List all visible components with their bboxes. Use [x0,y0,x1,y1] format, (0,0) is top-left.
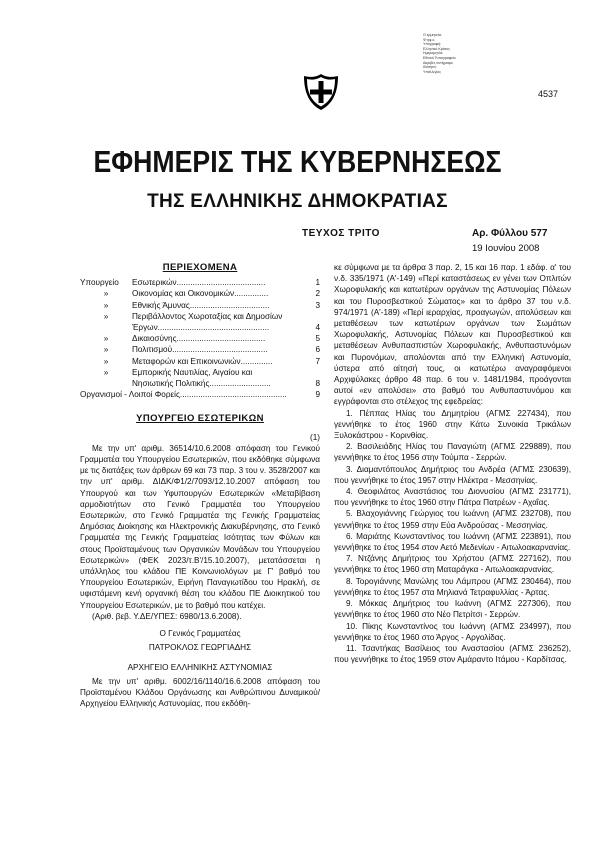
toc-text: Περιβάλλοντος Χωροταξίας και Δημοσίων [132,311,283,321]
toc-category: » [103,345,109,355]
toc-page: 8 [315,379,320,389]
list-item: 6. Μαριάτης Κωνσταντίνος του Ιωάννη (ΑΓΜΣ 223891), που γεννήθηκε το έτος 1954 στον Αετό Μεδενίων - Αιτωλοακαρνανίας. [334,531,571,553]
stamp-line: Υπογραφή: [423,42,442,47]
toc-page: 6 [315,345,320,355]
toc-text: Εμπορικής Ναυτιλίας, Αιγαίου και [132,367,253,377]
toc-category: » [103,289,109,299]
toc-row [80,389,320,400]
decision-paragraph: Με την υπ' αριθμ. 6002/16/1140/16.6.2008 απόφαση του Προϊσταμένου Κλάδου Οργάνωσης και Ανθρώπινου Δυναμικού/Αρχηγείου Ελληνικής Αστυνομίας, που εκδόθη- [80,676,320,709]
toc-category [80,322,132,333]
police-heading: ΑΡΧΗΓΕΙΟ ΕΛΛΗΝΙΚΗΣ ΑΣΤΥΝΟΜΙΑΣ [127,662,273,672]
item-number: (1) [309,432,320,442]
list-item: 5. Βλαχογιάννης Γεώργιος του Ιωάννη (ΑΓΜΣ 232708), που γεννήθηκε το έτος 1959 στην Εύα Ανδρούσας - Μεσσηνίας. [334,509,571,530]
issue-date: 19 Ιουνίου 2008 [472,243,540,254]
list-item: 8. Τορογιάννης Μανώλης του Λάμπρου (ΑΓΜΣ 230464), που γεννήθηκε το έτος 1957 στα Μηλιανά Τετραφυλλίας - Άρτας. [334,576,571,597]
toc-text: Εθνικής Άμυνας................................... [132,300,270,310]
toc-page: 3 [315,300,320,310]
toc-page: 4 [315,323,320,333]
signatory-name: ΠΑΤΡΟΚΛΟΣ ΓΕΩΡΓΙΑΔΗΣ [148,643,252,653]
gazette-title: ΕΦΗΜΕΡΙΣ ΤΗΣ ΚΥΒΕΡΝΗΣΕΩΣ [93,144,502,179]
sheet-number: Αρ. Φύλλου 577 [472,228,548,239]
list-item: 1. Πέππας Ηλίας του Δημητρίου (ΑΓΜΣ 227434), που γεννήθηκε το έτος 1960 στην Κάτω Συνοικία Τρικάλων Ξυλοκάστρου - Κορινθίας. [334,408,571,441]
page-number: 4537 [538,89,559,99]
toc-category: » [103,300,109,310]
decision-paragraph: κε σύμφωνα με τα άρθρα 3 παρ. 2, 15 και 16 παρ. 1 εδάφ. α' του ν.δ. 335/1971 (Α'-149) «Περί καταστάσεως εν γένει των Οπλιτών Χωροφυλακής και κατωτέρων οργάνων της Αστυνομίας Πόλεων και του Πυροσβεστικού Σώματος» και το άρθρο 37 του ν.δ. 974/1971 (Α'-189) «Περί ιεραρχίας, προαγωγών, απολύσεων και μεταθέσεων των κατωτέρων οργάνων των Σωμάτων Χωροφυλακής, Αστυνομίας Πόλεων και Πυροσβεστικού και μεταθέσεων Ανθυπασπιστών Χωροφυλακής, Ανθυπαστυνόμων και Πυρονόμων, απολύονται από την Ελληνική Αστυνομία, ύστερα από αίτησή τους, οι κατωτέρω αναγραφόμενοι Αρχιφύλακες άρθρο 48 παρ. 6 του ν. 1481/1984, προάγονται αυτοί «εν απολύσει» στο βαθμό του Ανθυπαστυνόμου και εγγράφονται στο στέλεχος της εφεδρείας: [334,263,571,407]
toc-row [80,378,320,389]
gazette-subtitle: ΤΗΣ ΕΛΛΗΝΙΚΗΣ ΔΗΜΟΚΡΑΤΙΑΣ [147,191,448,212]
toc-page: 1 [315,278,320,288]
stamp-line: Ψ:ηφ.ο. [423,37,436,42]
stamp-line: Εθνικό Τυπογραφείο [423,55,456,60]
issue-label: ΤΕΥΧΟΣ ΤΡΙΤΟ [302,228,380,239]
toc-category: » [103,356,109,366]
toc-row [80,322,320,333]
list-item: 3. Διαμαντόπουλος Δημήτριος του Ανδρέα (ΑΓΜΣ 230639), που γεννήθηκε το έτος 1957 στην Ηλέκτρα - Μεσσηνίας. [334,464,571,485]
greek-coat-of-arms-icon [301,72,341,112]
stamp-line: Υπάλληλος [423,69,441,74]
toc-row [80,277,320,288]
toc-row [80,344,320,355]
toc-text: Έργων................................................. [132,323,270,333]
contents-heading: ΠΕΡΙΕΧΟΜΕΝΑ [162,262,238,273]
toc-row [80,356,320,367]
toc-page: 2 [315,289,320,299]
list-item: 4. Θεοφιλάτος Αναστάσιος του Διονυσίου (ΑΓΜΣ 231771), που γεννήθηκε το έτος 1960 στην Πάτρα Πατρέων - Αχαΐας. [334,487,571,508]
list-item: 11. Τσαντήκας Βασίλειος του Αναστασίου (ΑΓΜΣ 236252), που γεννήθηκε το έτος 1959 στον Αμάραντο Ιτάμου - Καρδίτσας. [334,643,571,665]
toc-category [80,378,132,389]
signatory-title: Ο Γενικός Γραμματέας [159,629,241,639]
toc-text: ............................................... [179,390,287,400]
left-column [80,262,320,709]
stamp-line: Ελληνικό Κράτος [423,46,450,51]
stamp-line: Ακριβές αντίγραφο [423,60,453,65]
toc-page [312,311,320,322]
toc-row [80,288,320,299]
toc-page: 7 [315,356,320,366]
list-item: 7. Ντζάνης Δημήτριος του Χρήστου (ΑΓΜΣ 227162), που γεννήθηκε το έτος 1960 στη Ματαράγκα - Αιτωλοακαρνανίας. [334,554,571,575]
stamp-line: Ημερομηνία: [423,51,444,56]
stamp-line: Ιδιότητα: [423,65,437,70]
list-item: 10. Πίκης Κωνσταντίνος του Ιωάννη (ΑΓΜΣ 234997), που γεννήθηκε το έτος 1960 στο Άργος - Αργολίδας. [334,621,571,642]
toc-row [80,367,320,378]
toc-text: Νησιωτικής Πολιτικής........................... [132,379,271,389]
toc-text: Εσωτερικών....................................... [132,278,266,288]
ministry-heading: ΥΠΟΥΡΓΕΙΟ ΕΣΩΤΕΡΙΚΩΝ [136,413,264,425]
list-item: 9. Μόκκας Δημήτριος του Ιωάννη (ΑΓΜΣ 227306), που γεννήθηκε το έτος 1960 στο Νέο Πετρίτσι - Σερρών. [334,599,571,620]
right-column [334,262,571,665]
toc-text: Μεταφορών και Επικοινωνιών.............. [132,356,273,366]
toc-category: » [103,334,109,344]
toc-text: Πολιτισμού.......................................... [132,345,268,355]
toc-page: 9 [315,390,320,400]
stamp-line: Ο ερμηνεία: [423,33,442,37]
certificate-reference: (Αριθ. βεβ. Υ.ΔΕ/ΥΠΕΣ: 6980/13.6.2008). [92,611,242,621]
toc-category: Υπουργείο [80,278,119,288]
toc-text: Οικονομίας και Οικονομικών............... [132,289,269,299]
certification-stamp [423,33,483,74]
toc-page: 5 [315,334,320,344]
toc-category: » [103,311,109,321]
toc-row [80,333,320,344]
toc-category: » [103,367,109,377]
decision-paragraph: Με την υπ' αριθμ. 36514/10.6.2008 απόφαση του Γενικού Γραμματέα του Υπουργείου Εσωτερικών, που εκδόθηκε σύμφωνα με τις διατάξεις των άρθρων 69 και 73 παρ. 3 του ν. 3528/2007 και την υπ' αριθμ. ΔΙΔΚ/Φ1/2/7093/12.10.2007 απόφαση του Υπουργού και των Υφυπουργών Εσωτερικών «Μεταβίβαση αρμοδιοτήτων στο Γενικό Γραμματέα του Υπουργείου Εσωτερικών, στο Γενικό Γραμματέα της Γενικής Γραμματείας Δημόσιας Διοίκησης και Ηλεκτρονικής Διακυβέρνησης, στο Γενικό Γραμματέα της Γενικής Γραμματείας Ισότητας των Φύλων και στους Προϊσταμένους των Οργανικών Μονάδων του Υπουργείου Εσωτερικών» (ΦΕΚ 2023/τ.Β'/15.10.2007), μετατάσσεται η υπάλληλος του κλάδου ΠΕ Κοινωνιολόγων με Γ' βαθμό του Υπουργείου Εσωτερικών, Ειρήνη Παναγιωτίδου του Ηρακλή, σε υφιστάμενη κενή οργανική θέση του κλάδου ΠΕ Διοικητικού του Υπουργείου Εσωτερικών, με το βαθμό που κατέχει. [80,443,320,610]
toc-category: Οργανισμοί - Λοιποί Φορείς [80,390,180,400]
list-item: 2. Βασιλειάδης Ηλίας του Παναγιώτη (ΑΓΜΣ 229889), που γεννήθηκε το έτος 1956 στην Τούμπα - Σερρών. [334,442,571,463]
toc-page [312,367,320,378]
toc-text: Δικαιοσύνης....................................... [132,334,266,344]
toc-row [80,300,320,311]
toc-row [80,311,320,322]
